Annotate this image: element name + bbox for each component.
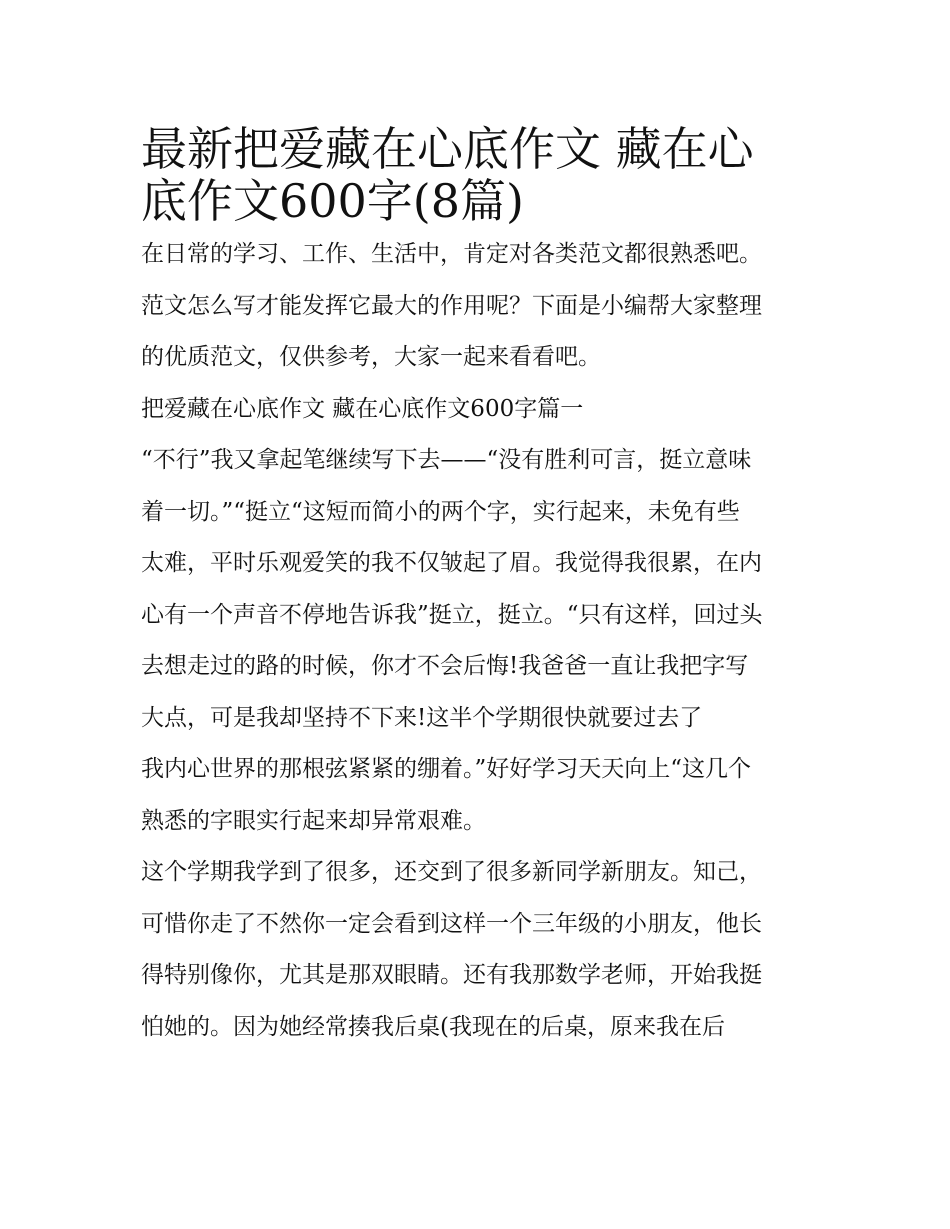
- body-line-1: 在日常的学习、工作、生活中，肯定对各类范文都很熟悉吧。: [141, 241, 762, 267]
- title-line-1: 最新把爱藏在心底作文 藏在心: [141, 122, 754, 176]
- body-line-13: 这个学期我学到了很多，还交到了很多新同学新朋友。知己，: [141, 859, 762, 885]
- body-line-10: 大点，可是我却坚持不下来!这半个学期很快就要过去了: [141, 704, 703, 731]
- body-line-8: 心有一个声音不停地告诉我”挺立，挺立。“只有这样，回过头: [141, 601, 763, 628]
- title-line-2: 底作文600字(8篇): [141, 173, 524, 228]
- body-line-9: 去想走过的路的时候，你才不会后悔!我爸爸一直让我把字写: [141, 653, 749, 679]
- body-line-2: 范文怎么写才能发挥它最大的作用呢？下面是小编帮大家整理: [141, 292, 762, 319]
- body-line-5: “不行”我又拿起笔继续写下去——“没有胜利可言，挺立意味: [141, 447, 752, 473]
- document-body: [141, 229, 821, 1053]
- document-content: [141, 112, 821, 1053]
- body-line-7: 太难，平时乐观爱笑的我不仅皱起了眉。我觉得我很累，在内: [141, 550, 762, 576]
- section-heading: 把爱藏在心底作文 藏在心底作文600字篇一: [141, 395, 584, 422]
- body-line-12: 熟悉的字眼实行起来却异常艰难。: [141, 807, 486, 834]
- body-line-6: 着一切。”“挺立“这短而简小的两个字，实行起来，未免有些: [141, 498, 740, 525]
- body-line-15: 得特别像你，尤其是那双眼睛。还有我那数学老师，开始我挺: [141, 962, 762, 988]
- document-title: [141, 112, 821, 228]
- body-line-11: 我内心世界的那根弦紧紧的绷着。”好好学习天天向上“这几个: [141, 756, 752, 782]
- body-line-16: 怕她的。因为她经常揍我后桌(我现在的后桌，原来我在后: [141, 1013, 725, 1040]
- body-line-14: 可惜你走了不然你一定会看到这样一个三年级的小朋友，他长: [141, 910, 762, 937]
- body-line-3: 的优质范文，仅供参考，大家一起来看看吧。: [141, 344, 601, 370]
